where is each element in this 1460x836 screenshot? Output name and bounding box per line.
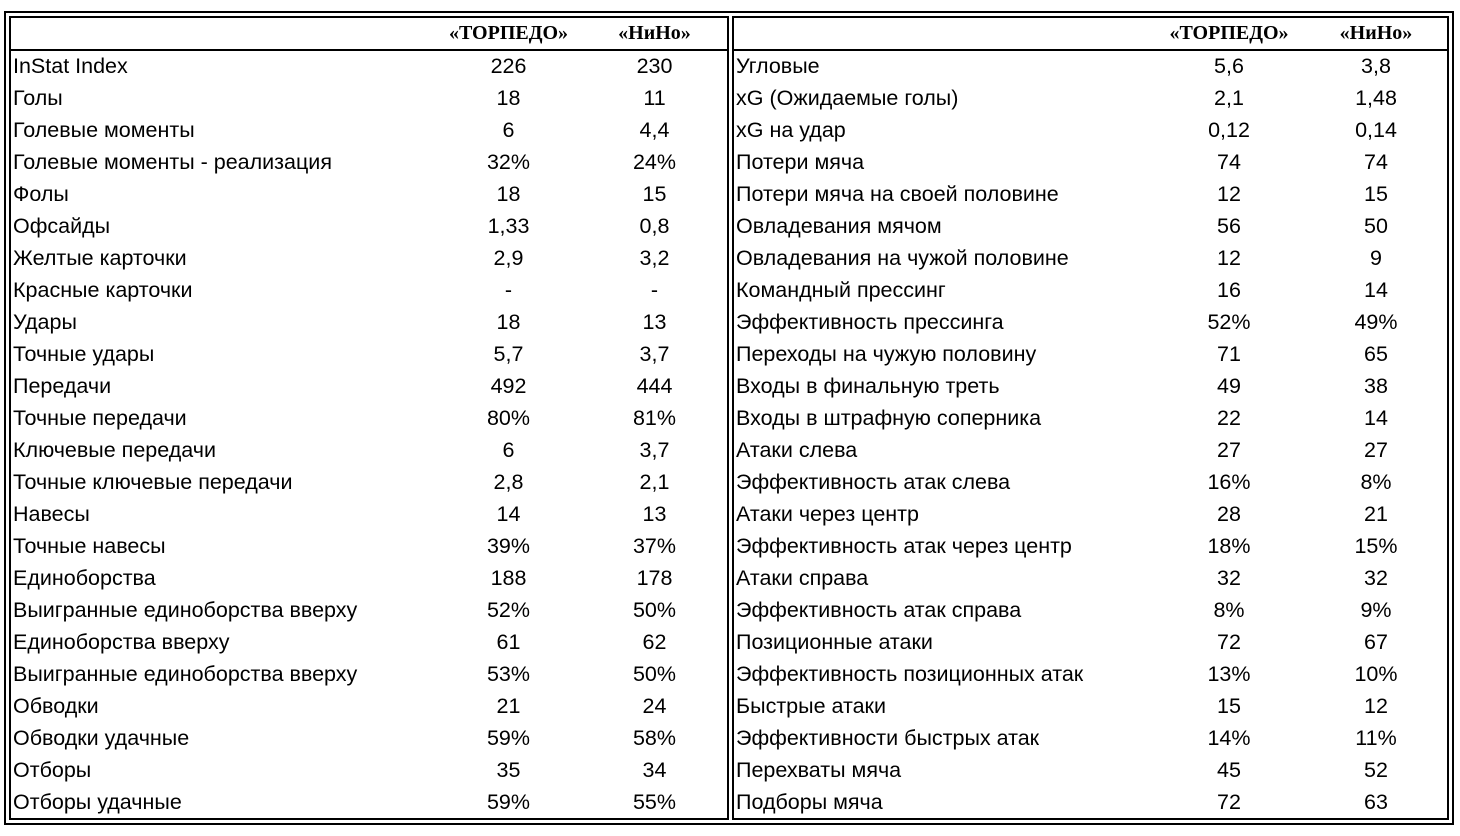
stat-label: Эффективность атак справа bbox=[736, 597, 1022, 622]
nino-value: 3,7 bbox=[639, 341, 670, 366]
stat-label: Красные карточки bbox=[13, 277, 193, 302]
torpedo-value: 492 bbox=[490, 373, 527, 398]
table-row bbox=[11, 210, 728, 242]
stat-label: Офсайды bbox=[13, 213, 111, 238]
table-row bbox=[734, 50, 1448, 82]
torpedo-value: 2,8 bbox=[493, 469, 524, 494]
stat-label: Желтые карточки bbox=[13, 245, 187, 270]
torpedo-value: 13% bbox=[1207, 661, 1251, 686]
left-header-nino: «НиНо» bbox=[618, 22, 691, 44]
torpedo-value: 16 bbox=[1217, 277, 1241, 302]
nino-value: 58% bbox=[632, 725, 677, 750]
table-row bbox=[11, 722, 728, 754]
nino-value: 12 bbox=[1364, 693, 1388, 718]
table-row bbox=[734, 242, 1448, 274]
torpedo-value: 45 bbox=[1217, 757, 1241, 782]
nino-value: 230 bbox=[581, 50, 728, 82]
right-header-torpedo: «ТОРПЕДО» bbox=[1169, 22, 1289, 44]
stat-label: Командный прессинг bbox=[736, 277, 946, 302]
nino-value: 49% bbox=[1354, 309, 1398, 334]
right-stats-panel bbox=[732, 16, 1449, 820]
table-row bbox=[734, 82, 1448, 114]
table-row bbox=[11, 626, 728, 658]
nino-value: 15 bbox=[642, 181, 667, 206]
table-row bbox=[734, 562, 1448, 594]
nino-value: 24% bbox=[632, 149, 677, 174]
stat-label: Потери мяча на своей половине bbox=[736, 181, 1059, 206]
torpedo-value: 32% bbox=[486, 149, 531, 174]
stat-label: Передачи bbox=[13, 373, 112, 398]
stat-label: Выигранные единоборства вверху bbox=[13, 661, 358, 686]
table-row bbox=[734, 786, 1448, 818]
stat-label: Фолы bbox=[13, 181, 69, 206]
stat-label: Эффективность позиционных атак bbox=[736, 661, 1084, 686]
stat-label: xG (Ожидаемые голы) bbox=[736, 85, 959, 110]
table-row bbox=[11, 594, 728, 626]
torpedo-value: 16% bbox=[1207, 469, 1251, 494]
stat-label: Атаки через центр bbox=[736, 501, 919, 526]
nino-value: 2,1 bbox=[639, 469, 670, 494]
right-header-label bbox=[734, 18, 1154, 50]
nino-value: 15 bbox=[1364, 181, 1388, 206]
torpedo-value: 5,7 bbox=[493, 341, 524, 366]
nino-value: 11 bbox=[643, 85, 666, 110]
stats-comparison-frame bbox=[4, 11, 1454, 825]
stat-label: Атаки слева bbox=[736, 437, 858, 462]
torpedo-value: 74 bbox=[1217, 149, 1241, 174]
table-row bbox=[734, 178, 1448, 210]
nino-value: 178 bbox=[636, 565, 673, 590]
nino-value: - bbox=[650, 277, 659, 302]
nino-value: 9 bbox=[1370, 245, 1382, 270]
torpedo-value: 35 bbox=[496, 757, 521, 782]
left-header-row bbox=[11, 18, 728, 50]
nino-value: 0,8 bbox=[639, 213, 670, 238]
table-row bbox=[734, 754, 1448, 786]
torpedo-value: 80% bbox=[486, 405, 531, 430]
torpedo-value: 53% bbox=[486, 661, 531, 686]
torpedo-value: 12 bbox=[1217, 245, 1241, 270]
stat-label: Быстрые атаки bbox=[736, 693, 886, 718]
nino-value: 444 bbox=[636, 373, 673, 398]
table-row bbox=[734, 146, 1448, 178]
stat-label: Удары bbox=[13, 309, 77, 334]
torpedo-value: 15 bbox=[1217, 693, 1241, 718]
torpedo-value: 2,1 bbox=[1214, 85, 1244, 110]
table-row bbox=[734, 690, 1448, 722]
left-stats-table bbox=[11, 18, 728, 818]
nino-value: 9% bbox=[1360, 597, 1392, 622]
stat-label: Голы bbox=[13, 85, 63, 110]
table-row bbox=[734, 722, 1448, 754]
stat-label: InStat Index bbox=[11, 50, 436, 82]
table-row bbox=[734, 658, 1448, 690]
table-row bbox=[734, 306, 1448, 338]
table-row bbox=[11, 402, 728, 434]
left-header-torpedo: «ТОРПЕДО» bbox=[448, 22, 569, 44]
nino-value: 15% bbox=[1354, 533, 1398, 558]
stat-label: Отборы удачные bbox=[13, 789, 182, 814]
torpedo-value: 18 bbox=[496, 309, 521, 334]
nino-value: 55% bbox=[632, 789, 677, 814]
torpedo-value: 49 bbox=[1217, 373, 1241, 398]
torpedo-value: 6 bbox=[502, 117, 515, 142]
torpedo-value: 5,6 bbox=[1154, 50, 1304, 82]
torpedo-value: 32 bbox=[1217, 565, 1241, 590]
table-row bbox=[11, 274, 728, 306]
left-header-label bbox=[11, 18, 436, 50]
stat-label: Голевые моменты - реализация bbox=[13, 149, 332, 174]
left-stats-body bbox=[11, 50, 728, 818]
table-row bbox=[734, 594, 1448, 626]
nino-value: 13 bbox=[642, 309, 667, 334]
stat-label: Точные передачи bbox=[13, 405, 187, 430]
stat-label: Единоборства bbox=[13, 565, 156, 590]
nino-value: 63 bbox=[1364, 789, 1388, 814]
table-row bbox=[11, 498, 728, 530]
right-stats-body bbox=[734, 50, 1448, 818]
stat-label: Перехваты мяча bbox=[736, 757, 902, 782]
nino-value: 74 bbox=[1364, 149, 1388, 174]
stat-label: Точные ключевые передачи bbox=[13, 469, 293, 494]
nino-value: 65 bbox=[1364, 341, 1388, 366]
stat-label: Точные удары bbox=[13, 341, 155, 366]
torpedo-value: 39% bbox=[486, 533, 531, 558]
torpedo-value: 188 bbox=[490, 565, 527, 590]
table-row bbox=[11, 370, 728, 402]
torpedo-value: 1,33 bbox=[487, 213, 530, 238]
table-row bbox=[734, 434, 1448, 466]
stat-label: Овладевания мячом bbox=[736, 213, 942, 238]
stat-label: Входы в штрафную соперника bbox=[736, 405, 1042, 430]
torpedo-value: 18 bbox=[496, 85, 521, 110]
nino-value: 13 bbox=[642, 501, 667, 526]
nino-value: 67 bbox=[1364, 629, 1388, 654]
stat-label: Отборы bbox=[13, 757, 92, 782]
table-row bbox=[734, 530, 1448, 562]
torpedo-value: 27 bbox=[1217, 437, 1241, 462]
stat-label: Переходы на чужую половину bbox=[736, 341, 1037, 366]
nino-value: 11% bbox=[1355, 725, 1397, 750]
stat-label: Атаки справа bbox=[736, 565, 869, 590]
stat-label: Потери мяча bbox=[736, 149, 865, 174]
nino-value: 14 bbox=[1364, 405, 1388, 430]
torpedo-value: 22 bbox=[1217, 405, 1241, 430]
stat-label: Эффективность прессинга bbox=[736, 309, 1004, 334]
nino-value: 10% bbox=[1354, 661, 1398, 686]
nino-value: 8% bbox=[1360, 469, 1392, 494]
table-row bbox=[11, 82, 728, 114]
table-row bbox=[734, 402, 1448, 434]
torpedo-value: 72 bbox=[1217, 629, 1241, 654]
table-row bbox=[11, 466, 728, 498]
table-row bbox=[11, 786, 728, 818]
torpedo-value: 72 bbox=[1217, 789, 1241, 814]
stat-label: Обводки bbox=[13, 693, 99, 718]
table-row bbox=[734, 466, 1448, 498]
torpedo-value: 59% bbox=[486, 725, 531, 750]
stat-label: Ключевые передачи bbox=[13, 437, 216, 462]
torpedo-value: 52% bbox=[1207, 309, 1251, 334]
stat-label: Эффективность атак слева bbox=[736, 469, 1011, 494]
nino-value: 50% bbox=[632, 661, 677, 686]
table-row bbox=[11, 178, 728, 210]
torpedo-value: 18 bbox=[496, 181, 521, 206]
table-row bbox=[734, 498, 1448, 530]
table-row bbox=[11, 338, 728, 370]
stat-label: Единоборства вверху bbox=[13, 629, 230, 654]
table-row bbox=[734, 274, 1448, 306]
torpedo-value: 8% bbox=[1213, 597, 1245, 622]
nino-value: 38 bbox=[1364, 373, 1388, 398]
stat-label: Эффективности быстрых атак bbox=[736, 725, 1040, 750]
stat-label: Подборы мяча bbox=[736, 789, 883, 814]
table-row bbox=[11, 434, 728, 466]
table-row bbox=[734, 370, 1448, 402]
torpedo-value: 2,9 bbox=[493, 245, 524, 270]
nino-value: 3,7 bbox=[639, 437, 670, 462]
torpedo-value: 14 bbox=[496, 501, 521, 526]
torpedo-value: 21 bbox=[496, 693, 521, 718]
torpedo-value: 61 bbox=[496, 629, 521, 654]
torpedo-value: - bbox=[504, 277, 513, 302]
nino-value: 3,8 bbox=[1304, 50, 1448, 82]
table-row bbox=[734, 210, 1448, 242]
nino-value: 34 bbox=[642, 757, 667, 782]
nino-value: 37% bbox=[632, 533, 677, 558]
right-header-nino: «НиНо» bbox=[1339, 22, 1413, 44]
torpedo-value: 0,12 bbox=[1208, 117, 1250, 142]
stat-label: Эффективность атак через центр bbox=[736, 533, 1072, 558]
nino-value: 27 bbox=[1364, 437, 1388, 462]
stat-label: Позиционные атаки bbox=[736, 629, 933, 654]
table-row bbox=[11, 754, 728, 786]
left-stats-panel bbox=[9, 16, 729, 820]
right-stats-table bbox=[734, 18, 1448, 818]
stat-label: Овладевания на чужой половине bbox=[736, 245, 1069, 270]
nino-value: 4,4 bbox=[639, 117, 670, 142]
nino-value: 14 bbox=[1364, 277, 1388, 302]
stat-label: Угловые bbox=[734, 50, 1154, 82]
table-row bbox=[734, 114, 1448, 146]
table-row bbox=[11, 50, 728, 82]
table-row bbox=[734, 338, 1448, 370]
table-row bbox=[11, 114, 728, 146]
torpedo-value: 59% bbox=[486, 789, 531, 814]
stat-label: Обводки удачные bbox=[13, 725, 190, 750]
table-row bbox=[11, 658, 728, 690]
stat-label: Входы в финальную треть bbox=[736, 373, 1000, 398]
stat-label: Навесы bbox=[13, 501, 90, 526]
torpedo-value: 18% bbox=[1207, 533, 1251, 558]
table-row bbox=[11, 530, 728, 562]
nino-value: 50 bbox=[1364, 213, 1388, 238]
stat-label: Голевые моменты bbox=[13, 117, 195, 142]
table-row bbox=[11, 562, 728, 594]
nino-value: 52 bbox=[1364, 757, 1388, 782]
table-row bbox=[11, 242, 728, 274]
torpedo-value: 6 bbox=[502, 437, 515, 462]
nino-value: 0,14 bbox=[1355, 117, 1397, 142]
table-row bbox=[734, 626, 1448, 658]
table-row bbox=[11, 306, 728, 338]
torpedo-value: 12 bbox=[1217, 181, 1241, 206]
nino-value: 21 bbox=[1364, 501, 1388, 526]
torpedo-value: 56 bbox=[1217, 213, 1241, 238]
right-header-row bbox=[734, 18, 1448, 50]
table-row bbox=[11, 146, 728, 178]
torpedo-value: 14% bbox=[1207, 725, 1251, 750]
torpedo-value: 52% bbox=[486, 597, 531, 622]
torpedo-value: 28 bbox=[1217, 501, 1241, 526]
nino-value: 81% bbox=[632, 405, 677, 430]
nino-value: 62 bbox=[642, 629, 667, 654]
nino-value: 50% bbox=[632, 597, 677, 622]
torpedo-value: 71 bbox=[1217, 341, 1241, 366]
stat-label: Точные навесы bbox=[13, 533, 166, 558]
torpedo-value: 226 bbox=[436, 50, 581, 82]
nino-value: 24 bbox=[642, 693, 667, 718]
nino-value: 3,2 bbox=[639, 245, 670, 270]
stat-label: Выигранные единоборства вверху bbox=[13, 597, 358, 622]
table-row bbox=[11, 690, 728, 722]
nino-value: 32 bbox=[1364, 565, 1388, 590]
stat-label: xG на удар bbox=[736, 117, 846, 142]
nino-value: 1,48 bbox=[1355, 85, 1397, 110]
